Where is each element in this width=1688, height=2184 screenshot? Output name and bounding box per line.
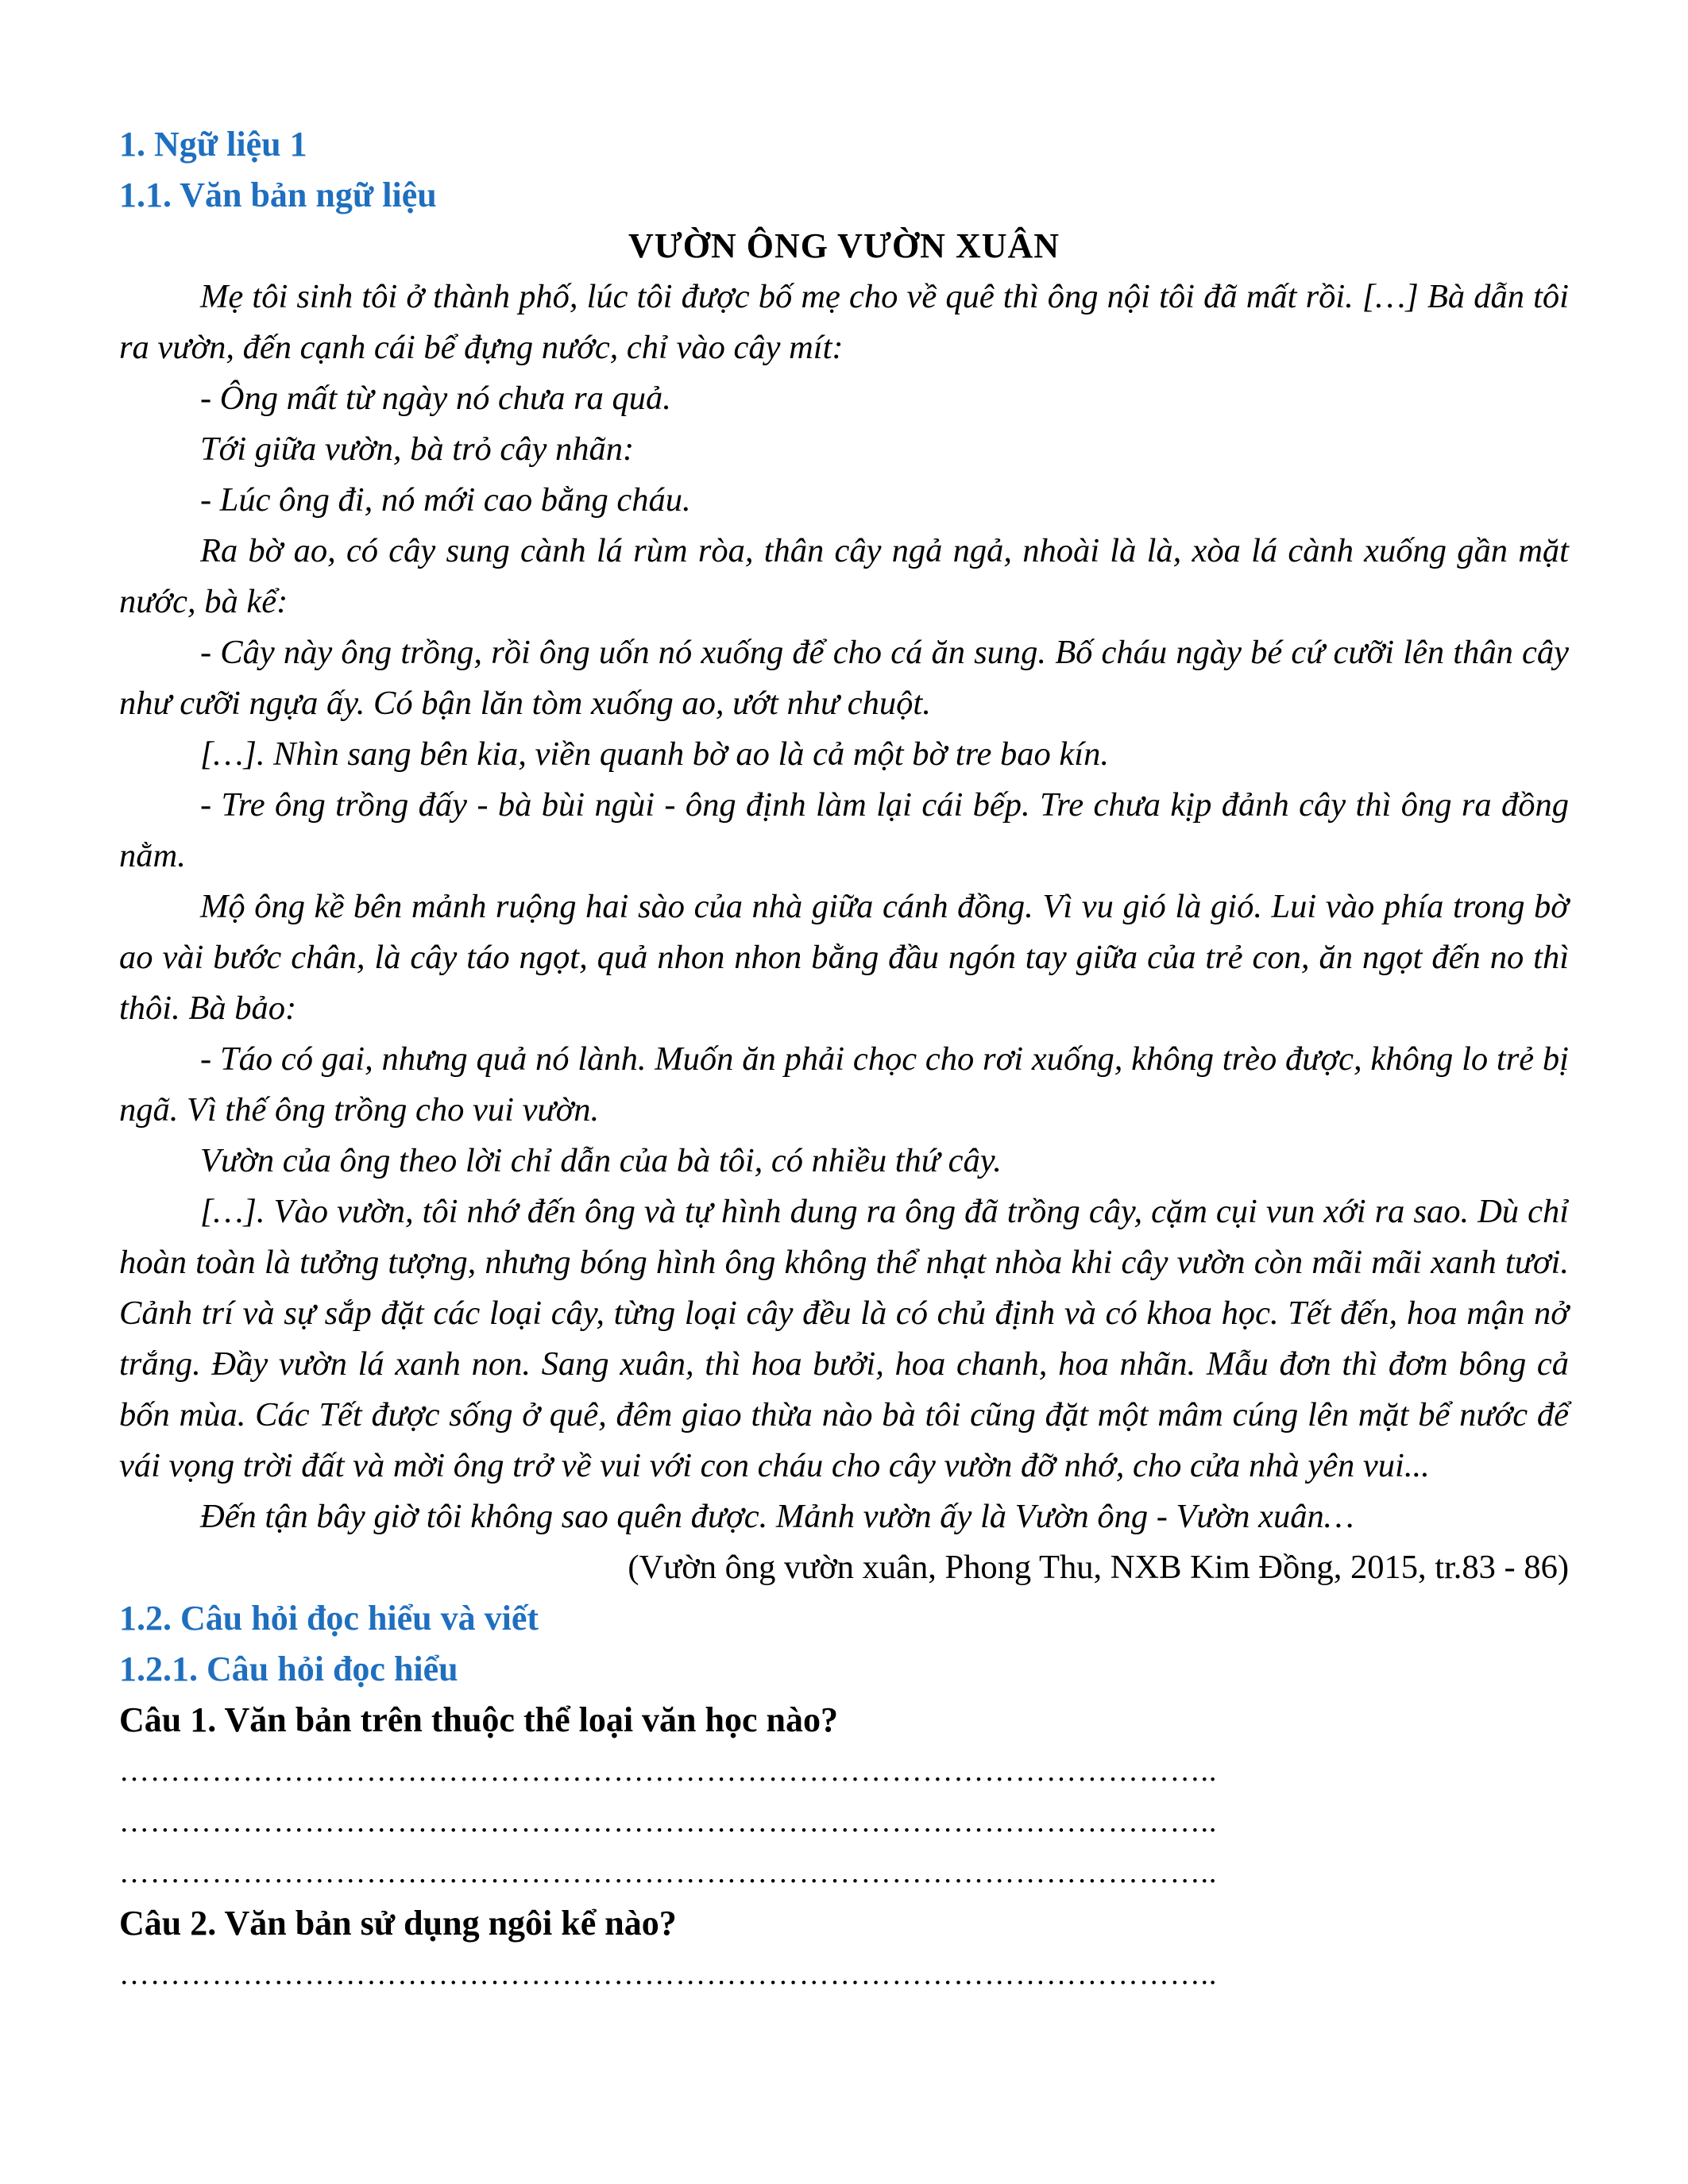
story-paragraph: […]. Nhìn sang bên kia, viền quanh bờ ao là cả một bờ tre bao kín. bbox=[200, 735, 1109, 773]
answer-line[interactable]: …………………………………………………………………………………………….. bbox=[119, 1856, 1218, 1889]
document-page bbox=[119, 119, 1569, 2000]
question-text: Câu 2. Văn bản sử dụng ngôi kể nào? bbox=[119, 1904, 677, 1943]
section-heading: 1. Ngữ liệu 1 bbox=[119, 125, 307, 164]
story-paragraph: Vườn của ông theo lời chỉ dẫn của bà tôi, có nhiều thứ cây. bbox=[200, 1142, 1002, 1179]
story-paragraph: - Ông mất từ ngày nó chưa ra quả. bbox=[200, 380, 671, 417]
question-text: Câu 1. Văn bản trên thuộc thể loại văn học nào? bbox=[119, 1700, 838, 1739]
story-paragraph: Mẹ tôi sinh tôi ở thành phố, lúc tôi được bố mẹ cho về quê thì ông nội tôi đã mất rồi. […] Bà dẫn tôi ra vườn, đến cạnh cái bể đựng nước, chỉ vào cây mít: bbox=[119, 278, 1569, 366]
story-body bbox=[119, 272, 1569, 1542]
story-source-citation: (Vườn ông vườn xuân, Phong Thu, NXB Kim Đồng, 2015, tr.83 - 86) bbox=[628, 1549, 1569, 1586]
story-paragraph: Tới giữa vườn, bà trỏ cây nhãn: bbox=[200, 430, 635, 468]
story-paragraph: - Tre ông trồng đấy - bà bùi ngùi - ông định làm lại cái bếp. Tre chưa kịp đảnh cây thì ông ra đồng nằm. bbox=[119, 786, 1569, 874]
section-heading: 1.2. Câu hỏi đọc hiểu và viết bbox=[119, 1599, 539, 1638]
story-paragraph: - Cây này ông trồng, rồi ông uốn nó xuống để cho cá ăn sung. Bố cháu ngày bé cứ cưỡi lên thân cây như cưỡi ngựa ấy. Có bận lăn tòm xuống ao, ướt như chuột. bbox=[119, 634, 1569, 722]
story-paragraph: Mộ ông kề bên mảnh ruộng hai sào của nhà giữa cánh đồng. Vì vu gió là gió. Lui vào phía trong bờ ao vài bước chân, là cây táo ngọt, quả nhon nhon bằng đầu ngón tay giữa của trẻ con, ăn ngọt đến no thì thôi. Bà bảo: bbox=[119, 888, 1569, 1027]
answer-line[interactable]: …………………………………………………………………………………………….. bbox=[119, 1754, 1218, 1788]
question-block bbox=[119, 1898, 1569, 2000]
story-paragraph: - Lúc ông đi, nó mới cao bằng cháu. bbox=[200, 481, 691, 519]
question-block bbox=[119, 1695, 1569, 1898]
story-title: VƯỜN ÔNG VƯỜN XUÂN bbox=[628, 226, 1060, 265]
story-paragraph: - Táo có gai, nhưng quả nó lành. Muốn ăn phải chọc cho rơi xuống, không trèo được, không lo trẻ bị ngã. Vì thế ông trồng cho vui vườn. bbox=[119, 1040, 1569, 1129]
answer-line[interactable]: …………………………………………………………………………………………….. bbox=[119, 1805, 1218, 1839]
story-paragraph: […]. Vào vườn, tôi nhớ đến ông và tự hình dung ra ông đã trồng cây, cặm cụi vun xới ra sao. Dù chỉ hoàn toàn là tưởng tượng, nhưng bóng hình ông không thể nhạt nhòa khi cây vườn còn mãi mãi xanh tươi. Cảnh trí và sự sắp đặt các loại cây, từng loại cây đều là có chủ định và có khoa học. Tết đến, hoa mận nở trắng. Đầy vườn lá xanh non. Sang xuân, thì hoa bưởi, hoa chanh, hoa nhãn. Mẫu đơn thì đơm bông cả bốn mùa. Các Tết được sống ở quê, đêm giao thừa nào bà tôi cũng đặt một mâm cúng lên mặt bể nước để vái vọng trời đất và mời ông trở về vui với con cháu cho cây vườn đỡ nhớ, cho cửa nhà yên vui... bbox=[119, 1193, 1569, 1484]
section-subheading: 1.2.1. Câu hỏi đọc hiểu bbox=[119, 1650, 458, 1688]
answer-line[interactable]: …………………………………………………………………………………………….. bbox=[119, 1958, 1218, 1991]
story-paragraph: Ra bờ ao, có cây sung cành lá rùm ròa, thân cây ngả ngả, nhoài là là, xòa lá cành xuống gần mặt nước, bà kể: bbox=[119, 532, 1569, 620]
section-subheading: 1.1. Văn bản ngữ liệu bbox=[119, 176, 437, 214]
story-paragraph: Đến tận bây giờ tôi không sao quên được. Mảnh vườn ấy là Vườn ông - Vườn xuân… bbox=[200, 1498, 1354, 1535]
